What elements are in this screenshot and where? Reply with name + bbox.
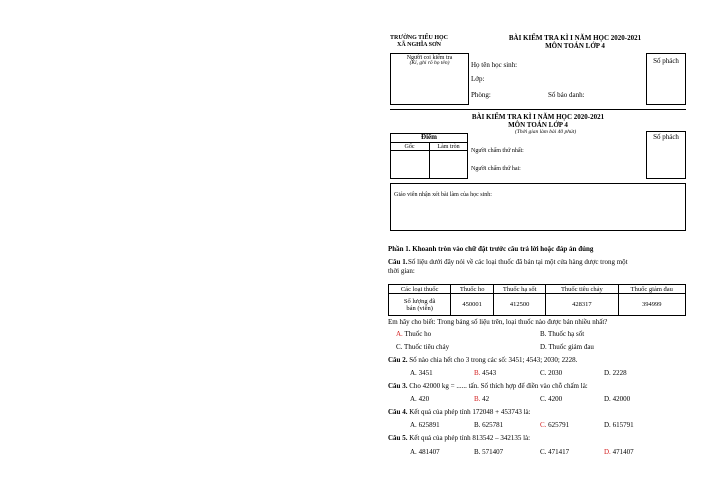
option-letter: C. <box>396 343 403 351</box>
q3-option-b <box>474 396 489 403</box>
q2-text: Số nào chia hết cho 3 trong các số: 3451; 4543; 2030; 2228. <box>409 356 578 364</box>
sbd-label: Số báo danh: <box>548 91 585 99</box>
q1-prompt: Em hãy cho biết: Trong bảng số liệu trên, loại thuốc nào được bán nhiều nhất? <box>388 318 608 326</box>
grader2-label: Người chấm thứ hai: <box>471 166 521 172</box>
option-letter: C. <box>540 421 547 429</box>
option-text: 471417 <box>548 448 570 456</box>
option-letter: A. <box>410 421 417 429</box>
q4-option-c <box>540 422 569 429</box>
table-cell: 450001 <box>451 294 494 316</box>
option-letter: D. <box>604 421 611 429</box>
option-text: 625781 <box>482 421 504 429</box>
table-row-label <box>389 294 451 316</box>
table-cell: 428317 <box>546 294 618 316</box>
q1-option-d <box>540 344 594 351</box>
table-header-cell: Các loại thuốc <box>389 285 451 294</box>
invigilator-label: Người coi kiểm tra <box>406 55 453 61</box>
option-letter: B. <box>474 395 481 403</box>
score-round-label: Làm tròn <box>437 144 460 150</box>
part1-title: Phần 1. Khoanh tròn vào chữ đặt trước câu trả lời hoặc đáp án đúng <box>388 245 594 253</box>
option-letter: D. <box>604 369 611 377</box>
exam-subject-2: MÔN TOÁN LỚP 4 <box>508 121 568 129</box>
q4-question <box>388 409 531 416</box>
q5-question <box>388 435 530 442</box>
medicine-table <box>388 284 686 316</box>
option-text: 571407 <box>482 448 504 456</box>
q4-option-a <box>410 422 440 429</box>
code-label-bottom: Số phách <box>653 133 679 141</box>
q2-option-a <box>410 370 433 377</box>
q1-option-b <box>540 331 584 338</box>
q1-text-b: thời gian: <box>388 267 415 275</box>
q3-question <box>388 383 588 390</box>
option-text: 42 <box>482 395 490 403</box>
option-letter: D. <box>540 343 547 351</box>
student-name-label: Họ tên học sinh: <box>471 61 518 69</box>
q2-option-d <box>604 370 627 377</box>
score-raw-label: Gốc <box>404 144 415 150</box>
q3-option-a <box>410 396 429 403</box>
q5-text: Kết quả của phép tính 813542 – 342135 là: <box>409 434 531 442</box>
exam-title-2: BÀI KIỂM TRA KÌ I NĂM HỌC 2020-2021 <box>471 113 605 121</box>
q5-option-d <box>604 449 634 456</box>
q1-text-a: Số liệu dưới đây nói về các loại thuốc đã bán tại một cửa hàng dược trong một <box>408 258 628 266</box>
option-text: 625791 <box>548 421 570 429</box>
table-cell: 412500 <box>494 294 546 316</box>
option-text: Thuốc hạ sốt <box>548 330 585 338</box>
table-row-label-b: bán (viên) <box>406 304 433 312</box>
option-text: 471407 <box>612 448 634 456</box>
q4-option-b <box>474 422 503 429</box>
code-label-top: Số phách <box>653 57 679 65</box>
option-text: 420 <box>418 395 430 403</box>
divider-line <box>390 109 686 110</box>
option-letter: A. <box>410 448 417 456</box>
option-letter: D. <box>604 395 611 403</box>
q5-option-b <box>474 449 503 456</box>
class-label: Lớp: <box>471 75 485 83</box>
table-header-row <box>389 285 686 294</box>
option-letter: B. <box>474 448 481 456</box>
option-letter: A. <box>410 395 417 403</box>
q5-option-a <box>410 449 440 456</box>
score-label: Điểm <box>421 133 437 141</box>
option-letter: B. <box>474 421 481 429</box>
option-letter: D. <box>604 448 611 456</box>
q3-label: Câu 3. <box>388 382 408 390</box>
q5-option-c <box>540 449 569 456</box>
q1-option-a <box>396 331 431 338</box>
q4-option-d <box>604 422 634 429</box>
q2-question <box>388 357 577 364</box>
q1-label: Câu 1. <box>388 258 408 266</box>
option-text: 4200 <box>548 395 563 403</box>
option-text: 3451 <box>418 369 433 377</box>
option-letter: C. <box>540 448 547 456</box>
option-letter: A. <box>396 330 403 338</box>
q4-label: Câu 4. <box>388 408 408 416</box>
option-letter: B. <box>540 330 547 338</box>
q2-label: Câu 2. <box>388 356 408 364</box>
q3-option-d <box>604 396 630 403</box>
option-text: Thuốc ho <box>404 330 432 338</box>
table-header-cell: Thuốc ho <box>451 285 494 294</box>
table-header-cell: Thuốc hạ sốt <box>494 285 546 294</box>
option-text: 481407 <box>418 448 440 456</box>
exam-title: BÀI KIỂM TRA KÌ I NĂM HỌC 2020-2021 <box>508 34 642 42</box>
grader1-label: Người chấm thứ nhất: <box>471 148 524 154</box>
q3-text: Cho 42000 kg = ...... tấn. Số thích hợp để điền vào chỗ chấm là: <box>409 382 588 390</box>
q2-option-b <box>474 370 496 377</box>
table-header-cell: Thuốc giảm đau <box>618 285 685 294</box>
q1-option-c <box>396 344 449 351</box>
q3-option-c <box>540 396 562 403</box>
option-letter: C. <box>540 395 547 403</box>
table-row <box>389 294 686 316</box>
option-text: Thuốc tiêu chảy <box>404 343 450 351</box>
option-text: 615791 <box>612 421 634 429</box>
option-text: 2030 <box>548 369 563 377</box>
option-letter: B. <box>474 369 481 377</box>
q5-label: Câu 5. <box>388 434 408 442</box>
option-letter: C. <box>540 369 547 377</box>
school-name-line2: XÃ NGHĨA SƠN <box>396 42 441 48</box>
option-letter: A. <box>410 369 417 377</box>
table-header-cell: Thuốc tiêu chảy <box>546 285 618 294</box>
room-label: Phòng: <box>471 91 491 99</box>
comment-label: Giáo viên nhận xét bài làm của học sinh: <box>394 192 492 198</box>
option-text: 625891 <box>418 421 440 429</box>
invigilator-note: (Kí, ghi rõ họ tên) <box>409 60 450 66</box>
time-note: (Thời gian làm bài 40 phút) <box>515 129 577 135</box>
option-text: Thuốc giảm đau <box>548 343 594 351</box>
q2-option-c <box>540 370 562 377</box>
school-name-line1: TRƯỜNG TIỂU HỌC <box>389 35 448 41</box>
option-text: 2228 <box>612 369 627 377</box>
exam-subject: MÔN TOÁN LỚP 4 <box>545 42 605 50</box>
q4-text: Kết quả của phép tính 172048 + 453743 là: <box>409 408 531 416</box>
table-row-label-a: Số lượng đã <box>403 297 436 305</box>
table-cell: 394999 <box>618 294 685 316</box>
comment-box <box>390 183 686 231</box>
option-text: 4543 <box>482 369 497 377</box>
option-text: 42000 <box>612 395 631 403</box>
